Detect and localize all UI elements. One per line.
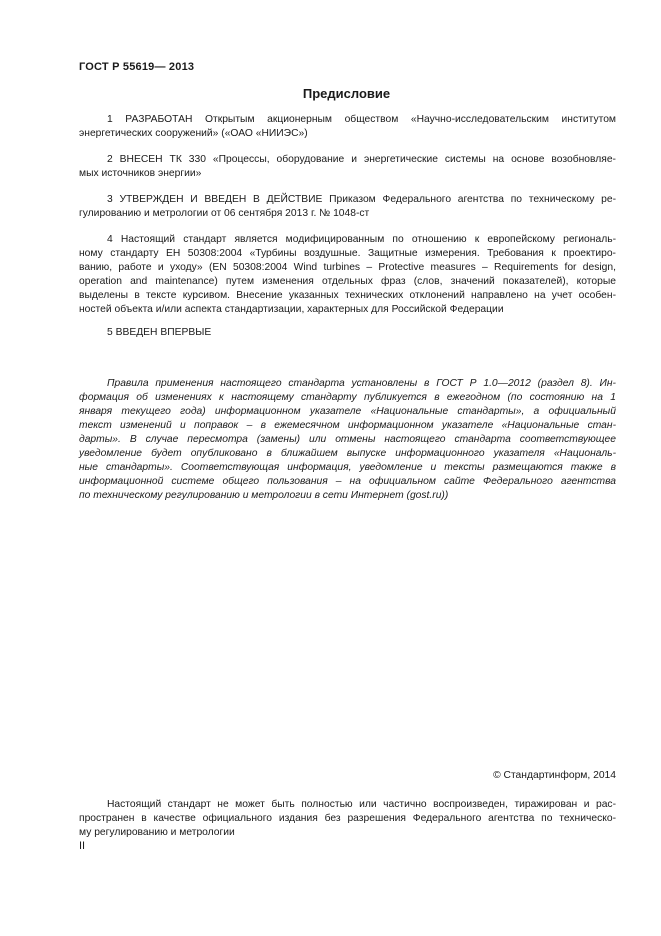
text-line: му регулированию и метрологии: [79, 827, 235, 838]
text-line: по техническому регулированию и метрологии в сети Интернет (gost.ru)): [79, 490, 449, 501]
text-line: дарты». В случае пересмотра (замены) или отмены настоящего стандарта соответствующее: [79, 434, 616, 445]
page-number: II: [79, 840, 86, 852]
text-line: информационной системе общего пользования – на официальном сайте Федерального агентства: [79, 476, 616, 487]
text-line: 5 ВВЕДЕН ВПЕРВЫЕ: [107, 327, 212, 338]
text-line: мых источников энергии»: [79, 168, 202, 179]
text-line: ностей объекта и/или аспекта стандартизации, характерных для Российской Федерации: [79, 304, 504, 315]
text-line: января текущего года) информационном указателе «Национальные стандарты», а официальный: [79, 406, 616, 417]
text-line: 3 УТВЕРЖДЕН И ВВЕДЕН В ДЕЙСТВИЕ Приказом Федерального агентства по техническому ре-: [107, 194, 616, 205]
document-header: ГОСТ Р 55619— 2013: [79, 61, 195, 73]
foreword-item-5: [79, 326, 616, 340]
text-line: пространен в качестве официального издания без разрешения Федерального агентства по техническо-: [79, 813, 616, 824]
text-line: формация об изменениях к настоящему стандарту публикуется в ежегодном (по состоянию на 1: [79, 392, 616, 403]
text-line: текст изменений и поправок – в ежемесячном информационном указателе «Национальные стан-: [79, 420, 616, 431]
publication-notice: [79, 377, 616, 503]
text-line: ному стандарту ЕН 50308:2004 «Турбины воздушные. Защитные измерения. Требования к проектиро-: [79, 248, 616, 259]
page-title: [0, 86, 661, 101]
text-line: выделены в тексте курсивом. Внесение указанных технических отклонений направлено на учет особен-: [79, 290, 616, 301]
text-line: уведомление будет опубликовано в ближайшем выпуске информационного указателя «Националь-: [79, 448, 616, 459]
text-line: 4 Настоящий стандарт является модифицированным по отношению к европейскому региональ-: [107, 234, 616, 245]
text-line: 1 РАЗРАБОТАН Открытым акционерным обществом «Научно-исследовательским институтом: [107, 114, 616, 125]
page-title-text: Предисловие: [302, 86, 391, 101]
reproduction-notice: [79, 798, 616, 840]
text-line: Настоящий стандарт не может быть полностью или частично воспроизведен, тиражирован и рас-: [107, 799, 616, 810]
foreword-item-3: [79, 193, 616, 221]
text-line: 2 ВНЕСЕН ТК 330 «Процессы, оборудование и энергетические системы на основе возобновляе-: [107, 154, 616, 165]
text-line: ванию, работе и уходу» (EN 50308:2004 Wind turbines – Protective measures – Requirements for design,: [79, 262, 616, 273]
foreword-item-4: [79, 233, 616, 317]
copyright-notice: © Стандартинформ, 2014: [493, 770, 616, 781]
text-line: operation and maintenance) путем изменения отдельных фраз (слов, значений показателей), которые: [79, 276, 616, 287]
text-line: ные стандарты». Соответствующая информация, уведомление и тексты размещаются также в: [79, 462, 616, 473]
text-line: энергетических сооружений» («ОАО «НИИЭС»): [79, 128, 308, 139]
text-line: гулированию и метрологии от 06 сентября 2013 г. № 1048-ст: [79, 208, 370, 219]
text-line: Правила применения настоящего стандарта установлены в ГОСТ Р 1.0—2012 (раздел 8). Ин-: [107, 378, 616, 389]
foreword-item-2: [79, 153, 616, 181]
foreword-item-1: [79, 113, 616, 141]
